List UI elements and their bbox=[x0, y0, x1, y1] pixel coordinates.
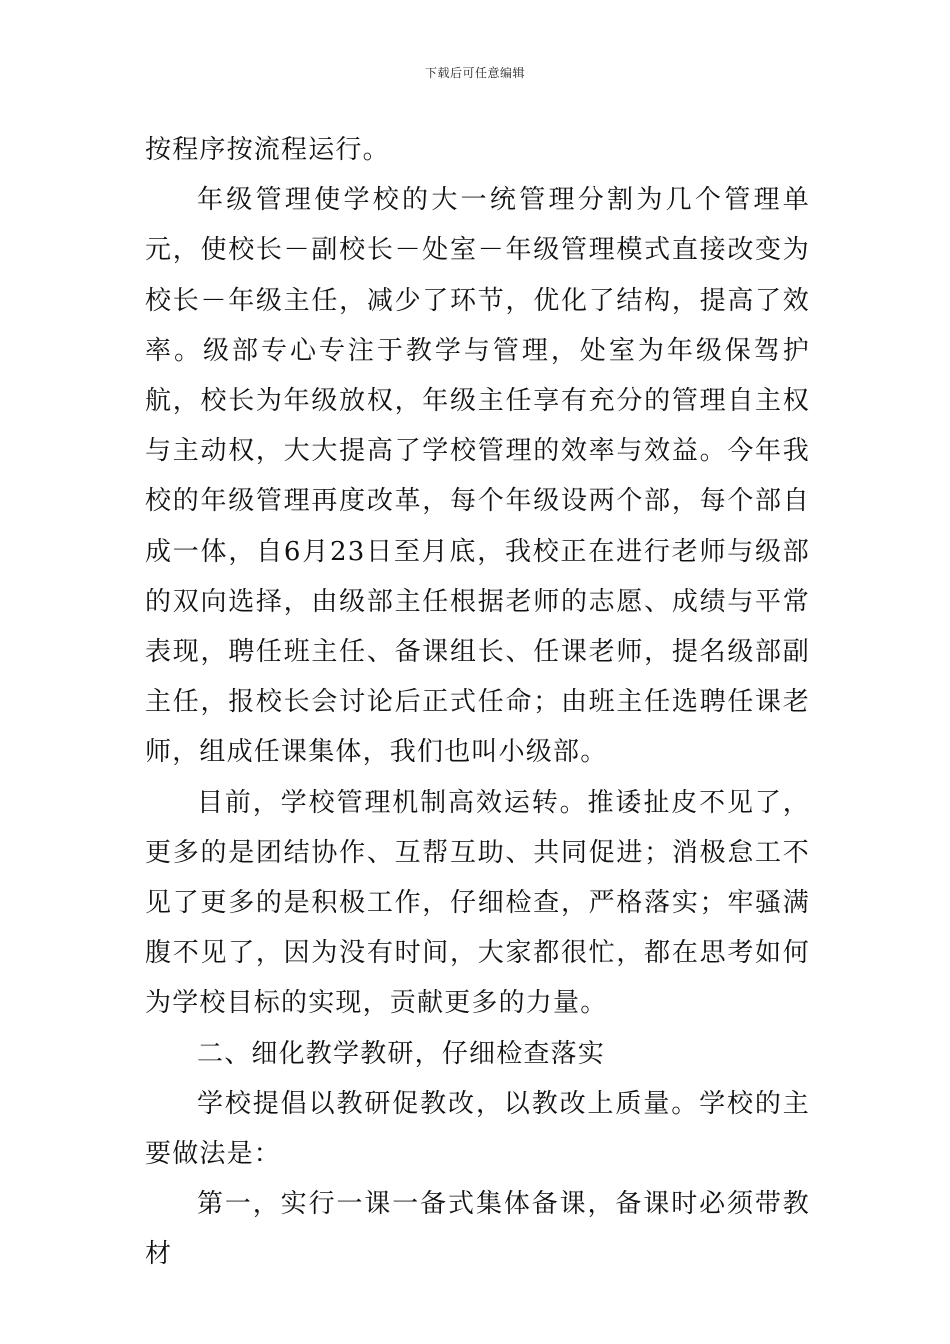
paragraph-4: 学校提倡以教研促教改，以教改上质量。学校的主要做法是： bbox=[145, 1088, 810, 1170]
section-heading: 二、细化教学教研，仔细检查落实 bbox=[197, 1038, 606, 1069]
paragraph-1: 按程序按流程运行。 bbox=[145, 135, 390, 165]
page-header: 下载后可任意编辑 bbox=[424, 66, 525, 80]
paragraph-3: 目前，学校管理机制高效运转。推诿扯皮不见了，更多的是团结协作、互帮互助、共同促进；消极怠工不见了更多的是积极工作，仔细检查，严格落实；牢骚满腹不见了，因为没有时间，大家都很忙，都在思考如何为学校目标的实现，贡献更多的力量。 bbox=[145, 787, 810, 1019]
paragraph-2: 年级管理使学校的大一统管理分割为几个管理单元，使校长－副校长－处室－年级管理模式直接改变为校长－年级主任，减少了环节，优化了结构，提高了效率。级部专心专注于教学与管理，处室为年级保驾护航，校长为年级放权，年级主任享有充分的管理自主权与主动权，大大提高了学校管理的效率与效益。今年我校的年级管理再度改革，每个年级设两个部，每个部自成一体，自6月23日至月底，我校正在进行老师与级部的双向选择，由级部主任根据老师的志愿、成绩与平常表现，聘任班主任、备课组长、任课老师，提名级部副主任，报校长会讨论后正式任命；由班主任选聘任课老师，组成任课集体，我们也叫小级部。 bbox=[145, 185, 810, 768]
document-body bbox=[145, 125, 810, 1280]
paragraph-5: 第一，实行一课一备式集体备课，备课时必须带教材 bbox=[145, 1189, 810, 1270]
